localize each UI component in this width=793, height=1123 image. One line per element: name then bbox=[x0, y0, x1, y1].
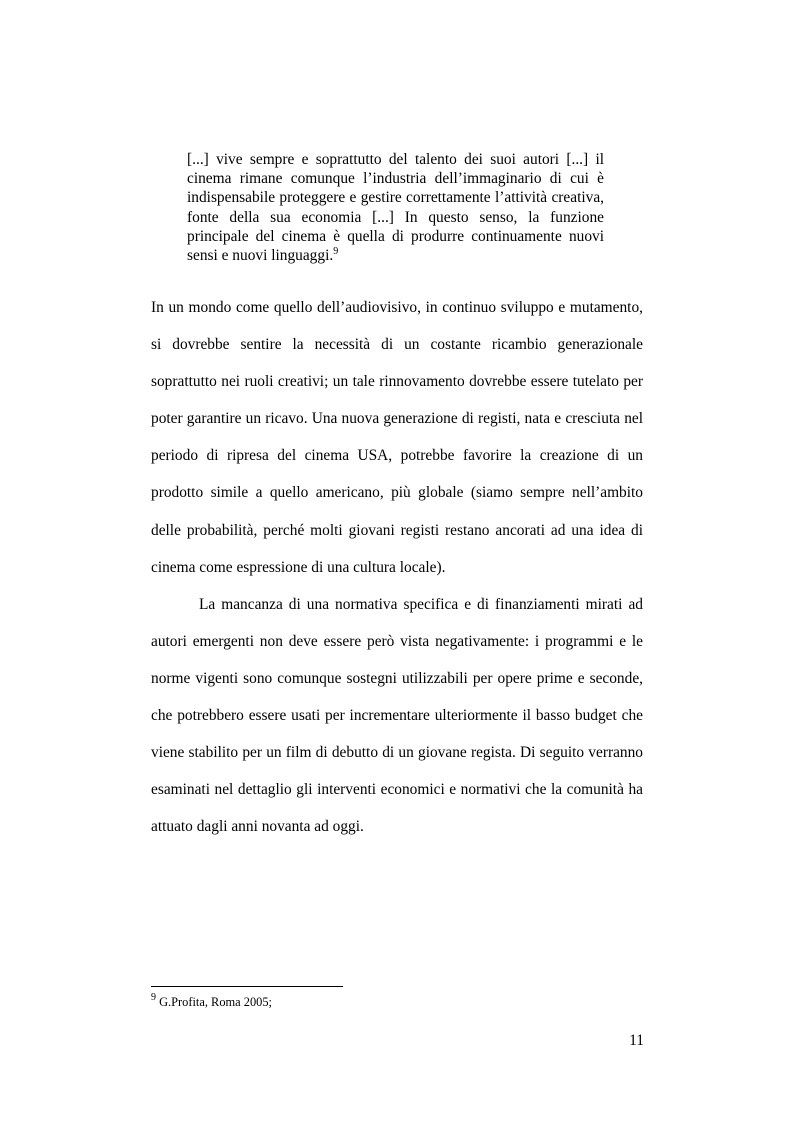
footnote-number: 9 bbox=[151, 992, 156, 1003]
paragraph-1: In un mondo come quello dell’audiovisivo, in continuo sviluppo e mutamento, si dovrebbe sentire la necessità di un costante ricambio generazionale soprattutto nei ruoli creativi; un tale rinnovamento dovrebbe essere tutelato per poter garantire un ricavo. Una nuova generazione di registi, nata e cresciuta nel periodo di ripresa del cinema USA, potrebbe favorire la creazione di un prodotto simile a quello americano, più globale (siamo sempre nell’ambito delle probabilità, perché molti giovani registi restano ancorati ad una idea di cinema come espressione di una cultura locale). bbox=[151, 299, 643, 576]
footnote bbox=[151, 994, 272, 1010]
paragraph-2: La mancanza di una normativa specifica e di finanziamenti mirati ad autori emergenti non deve essere però vista negativamente: i programmi e le norme vigenti sono comunque sostegni utilizzabili per opere prime e seconde, che potrebbero essere usati per incrementare ulteriormente il basso budget che viene stabilito per un film di debutto di un giovane regista. Di seguito verranno esaminati nel dettaglio gli interventi economici e normativi che la comunità ha attuato dagli anni novanta ad oggi. bbox=[151, 595, 643, 836]
footnote-divider bbox=[151, 986, 343, 987]
page-number: 11 bbox=[629, 1032, 644, 1049]
quote-footnote-ref: 9 bbox=[333, 246, 339, 258]
block-quote bbox=[187, 150, 604, 265]
quote-text: [...] vive sempre e soprattutto del talento dei suoi autori [...] il cinema rimane comunque l’industria dell’immaginario di cui è indispensabile proteggere e gestire correttamente l’attività creativa, fonte della sua economia [...] In questo senso, la funzione principale del cinema è quella di produrre continuamente nuovi sensi e nuovi linguaggi. bbox=[187, 151, 604, 265]
body-text bbox=[151, 289, 643, 845]
footnote-text: G.Profita, Roma 2005; bbox=[156, 995, 272, 1009]
